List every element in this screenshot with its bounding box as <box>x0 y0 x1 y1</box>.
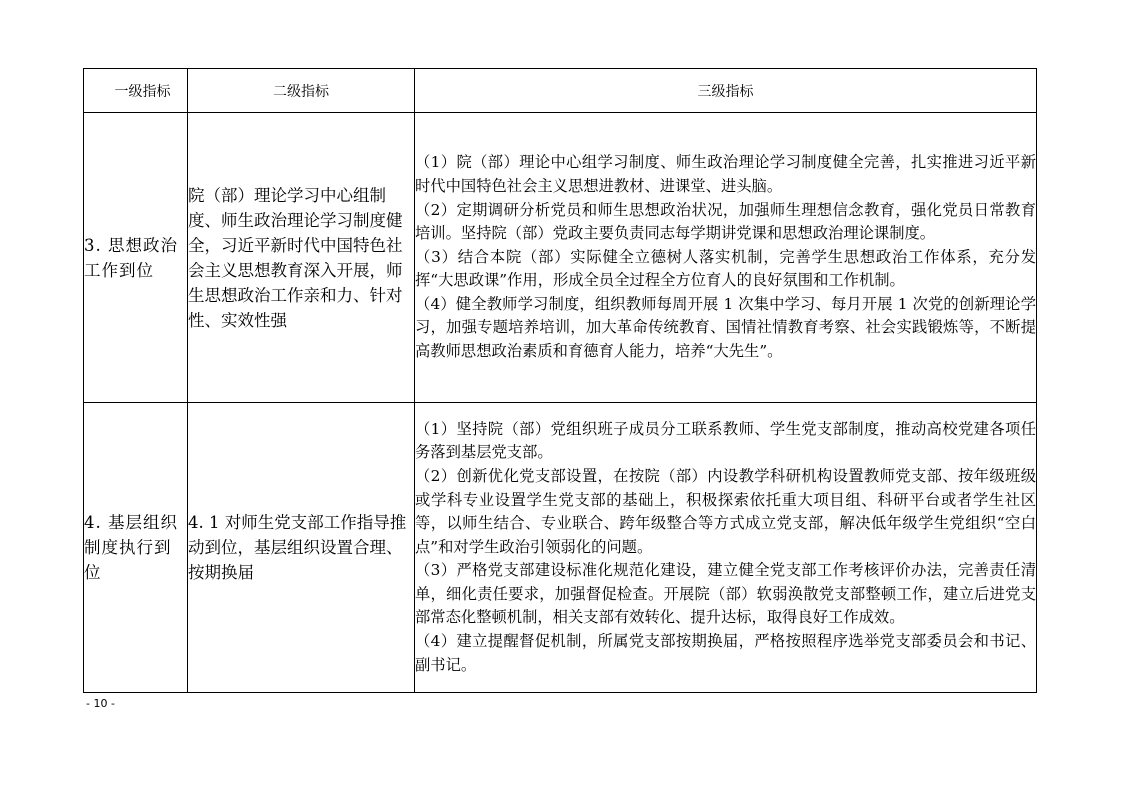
level3-item: （2）定期调研分析党员和师生思想政治状况，加强师生理想信念教育，强化党员日常教育培训。坚持院（部）党政主要负责同志每学期讲党课和思想政治理论课制度。 <box>415 200 1036 243</box>
table-header-row <box>84 69 1037 113</box>
level2-cell: 4. 1 对师生党支部工作指导推动到位，基层组织设置合理、按期换届 <box>188 403 415 693</box>
level3-cell <box>415 403 1037 693</box>
table-row <box>84 403 1037 693</box>
level3-item: （4）建立提醒督促机制，所属党支部按期换届，严格按照程序选举党支部委员会和书记、副书记。 <box>415 632 1036 674</box>
header-level3: 三级指标 <box>415 69 1037 113</box>
level3-item: （4）健全教师学习制度，组织教师每周开展 1 次集中学习、每月开展 1 次党的创新理论学习，加强专题培养培训，加大革命传统教育、国情社情教育考察、社会实践锻炼等，不断提高教师思想政治素质和育德育人能力，培养“大先生”。 <box>415 294 1036 361</box>
header-level1: 一级指标 <box>84 69 188 113</box>
indicator-table <box>83 68 1037 693</box>
level3-item: （2）创新优化党支部设置，在按院（部）内设教学科研机构设置教师党支部、按年级班级或学科专业设置学生党支部的基础上，积极探索依托重大项目组、科研平台或者学生社区等，以师生结合、专业联合、跨年级整合等方式成立党支部，解决低年级学生党组织“空白点”和对学生政治引领弱化的问题。 <box>415 466 1036 556</box>
level3-item: （1）院（部）理论中心组学习制度、师生政治理论学习制度健全完善，扎实推进习近平新时代中国特色社会主义思想进教材、进课堂、进头脑。 <box>415 153 1036 195</box>
level3-cell <box>415 113 1037 403</box>
level3-item: （3）严格党支部建设标准化规范化建设，建立健全党支部工作考核评价办法，完善责任清单，细化责任要求，加强督促检查。开展院（部）软弱涣散党支部整顿工作，建立后进党支部常态化整顿机制，相关支部有效转化、提升达标，取得良好工作成效。 <box>415 561 1036 627</box>
table-row <box>84 113 1037 403</box>
page-number: - 10 - <box>86 697 115 710</box>
header-level2: 二级指标 <box>188 69 415 113</box>
level3-item: （3）结合本院（部）实际健全立德树人落实机制，完善学生思想政治工作体系，充分发挥“大思政课”作用，形成全员全过程全方位育人的良好氛围和工作机制。 <box>415 247 1036 290</box>
level1-cell: 4. 基层组织制度执行到位 <box>84 403 188 693</box>
level2-cell: 院（部）理论学习中心组制度、师生政治理论学习制度健全，习近平新时代中国特色社会主义思想教育深入开展，师生思想政治工作亲和力、针对性、实效性强 <box>188 113 415 403</box>
level1-cell: 3. 思想政治工作到位 <box>84 113 188 403</box>
level3-item: （1）坚持院（部）党组织班子成员分工联系教师、学生党支部制度，推动高校党建各项任务落到基层党支部。 <box>415 419 1036 462</box>
